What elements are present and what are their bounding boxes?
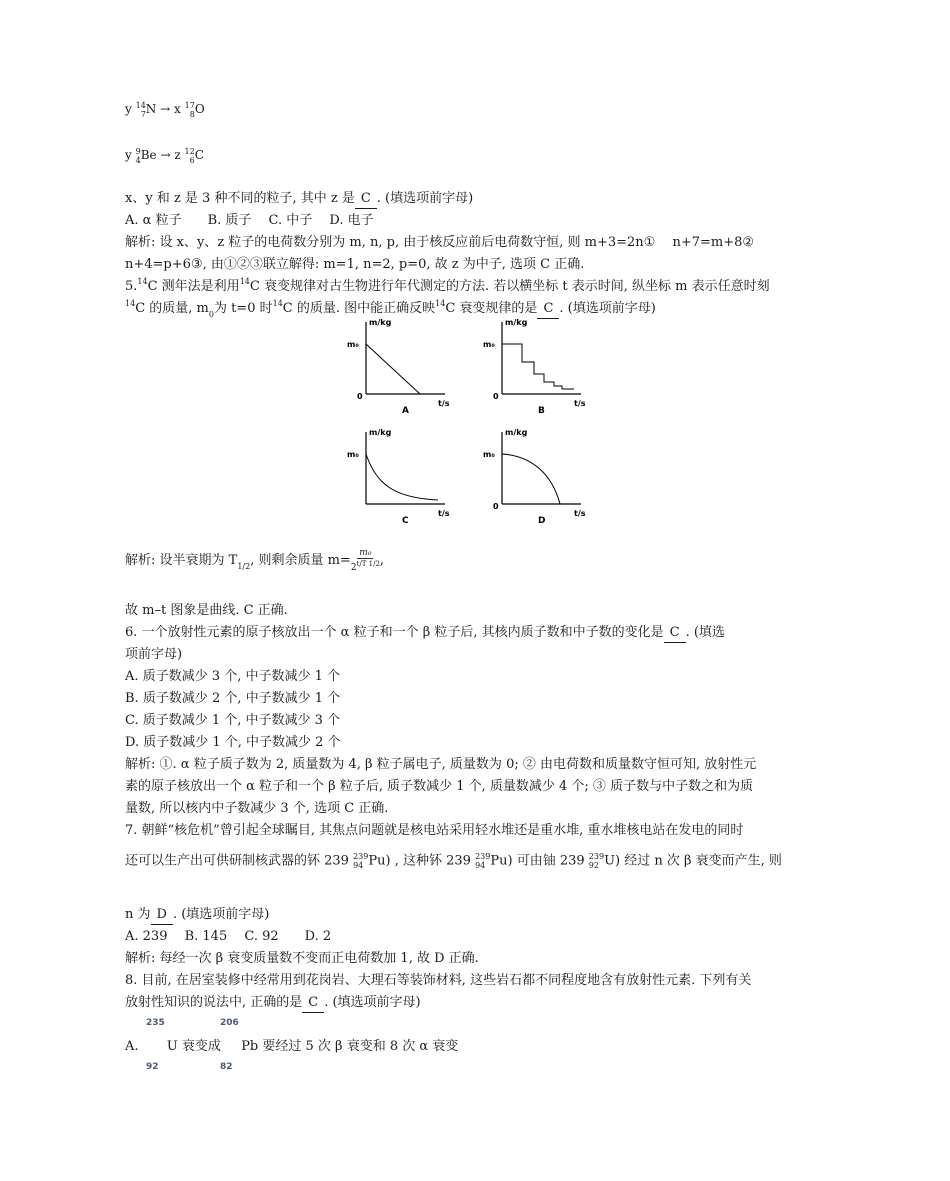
answer-blank: C xyxy=(302,994,324,1013)
question-text: n 为 xyxy=(125,907,151,922)
analysis-text: , 则剩余质量 m= xyxy=(250,553,351,568)
x-axis-label: t/s xyxy=(438,399,450,408)
q8-question-line1: 8. 目前, 在居室装修中经常用到花岗岩、大理石等装饰材料, 这些岩石都不同程度地含有放射性元素. 下列有关 xyxy=(125,973,752,988)
decay-fraction xyxy=(351,548,380,573)
question-text: x、y 和 z 是 3 种不同的粒子, 其中 z 是 xyxy=(125,191,355,206)
nuclide-o17 xyxy=(185,101,195,119)
answer-blank: C xyxy=(664,624,686,643)
exponent-top: t xyxy=(356,560,360,568)
y0-label: m₀ xyxy=(347,450,359,459)
q6-option-d: D. 质子数减少 1 个, 中子数减少 2 个 xyxy=(125,735,341,750)
superscript: 14 xyxy=(239,277,250,286)
q5-analysis xyxy=(125,548,384,573)
q4-analysis-2: n+4=p+6③, 由①②③联立解得: m=1, n=2, p=0, 故 z 为中子, 选项 C 正确. xyxy=(125,257,585,272)
particle-z: z xyxy=(174,148,181,162)
question-text: C 的质量, m xyxy=(135,301,209,316)
origin-label: 0 xyxy=(357,392,363,401)
mass-number: 17 xyxy=(184,100,195,110)
graph-c-svg xyxy=(342,426,452,526)
nuclide-c12 xyxy=(185,147,195,165)
particle-y: y xyxy=(125,148,132,162)
q5-conclusion: 故 m–t 图象是曲线. C 正确. xyxy=(125,603,288,618)
superscript: 14 xyxy=(137,277,148,286)
analysis-text: 解析: 设半衰期为 T xyxy=(125,553,238,568)
element-symbol: C xyxy=(194,148,204,162)
isotope-pu239-b xyxy=(475,852,490,870)
q6-question xyxy=(125,624,725,643)
origin-label: 0 xyxy=(493,502,499,511)
element-symbol: O xyxy=(194,102,205,116)
q8-option-a xyxy=(125,1038,458,1056)
question-text: 为 t=0 时 xyxy=(213,301,273,316)
mass-number: 14 xyxy=(135,100,146,110)
q4-question xyxy=(125,190,473,209)
atomic-number: 8 xyxy=(189,109,195,119)
q7-analysis: 解析: 每经一次 β 衰变质量数不变而正电荷数加 1, 故 D 正确. xyxy=(125,951,479,966)
q6-analysis-2: 素的原子核放出一个 α 粒子和一个 β 粒子后, 质子数减少 1 个, 质量数减少 4 个; ③ 质子数与中子数之和为质 xyxy=(125,779,754,794)
reaction-arrow: → xyxy=(160,102,171,116)
atomic-number: 94 xyxy=(475,861,486,870)
particle-x: x xyxy=(174,102,181,116)
graph-d-svg xyxy=(478,426,588,526)
graph-b xyxy=(478,316,588,416)
answer-blank: D xyxy=(151,906,173,925)
u235-mass-number: 235 xyxy=(146,1018,165,1028)
q6-option-a: A. 质子数减少 3 个, 中子数减少 1 个 xyxy=(125,669,340,684)
y-axis-label: m/kg xyxy=(369,318,392,327)
isotope-u239 xyxy=(589,852,604,870)
reaction-2 xyxy=(125,146,204,165)
exponent-bottom: T 1/2 xyxy=(361,560,380,568)
superscript: 14 xyxy=(435,299,446,308)
option-label: A. xyxy=(125,1039,139,1054)
option-text: Pb 要经过 5 次 β 衰变和 8 次 α 衰变 xyxy=(241,1039,459,1054)
reaction-1 xyxy=(125,100,205,119)
analysis-text: , xyxy=(379,553,385,568)
q6-analysis-1: 解析: ①. α 粒子质子数为 2, 质量数为 4, β 粒子属电子, 质量数为 0; ② 由电荷数和质量数守恒可知, 放射性元 xyxy=(125,757,757,772)
question-suffix: . (填选项前字母) xyxy=(376,191,474,206)
element-symbol: N xyxy=(145,102,157,116)
graph-c xyxy=(342,426,452,526)
graph-a xyxy=(342,316,452,416)
q7-question-line1: 7. 朝鲜“核危机”曾引起全球瞩目, 其焦点问题就是核电站采用轻水堆还是重水堆, 重水堆核电站在发电的同时 xyxy=(125,823,744,838)
element-symbol: Pu) xyxy=(490,853,513,869)
mass-number: 9 xyxy=(135,146,141,156)
question-text: 可由铀 239 xyxy=(516,853,585,869)
particle-y: y xyxy=(125,102,132,116)
q4-options: A. α 粒子 B. 质子 C. 中子 D. 电子 xyxy=(125,213,374,228)
y0-label: m₀ xyxy=(483,450,495,459)
graph-label: D xyxy=(538,516,546,526)
question-text: C 测年法是利用 xyxy=(147,279,240,294)
question-text: 还可以生产出可供研制核武器的钚 239 xyxy=(125,853,349,869)
denominator-base: 2 xyxy=(350,563,357,573)
question-number: 5. xyxy=(125,279,138,294)
mass-number: 239 xyxy=(353,852,369,861)
y-axis-label: m/kg xyxy=(369,428,392,437)
q6-question-line2: 项前字母) xyxy=(125,647,183,662)
q7-question-line2 xyxy=(125,852,782,871)
atomic-number: 7 xyxy=(140,109,146,119)
y-axis-label: m/kg xyxy=(505,428,528,437)
u235-atomic-number: 92 xyxy=(146,1062,159,1072)
y0-label: m₀ xyxy=(483,340,495,349)
subscript: 1/2 xyxy=(237,562,251,571)
element-symbol: Pu) xyxy=(368,853,391,869)
q8-question-line2 xyxy=(125,994,421,1013)
graph-a-svg xyxy=(342,316,452,416)
graph-b-svg xyxy=(478,316,588,416)
mass-number: 12 xyxy=(184,146,195,156)
x-axis-label: t/s xyxy=(438,509,450,518)
q7-options: A. 239 B. 145 C. 92 D. 2 xyxy=(125,929,332,944)
question-text: C 衰变规律的是 xyxy=(445,301,538,316)
element-symbol: Be xyxy=(140,148,157,162)
option-text: U 衰变成 xyxy=(166,1039,221,1054)
q5-question-line1 xyxy=(125,278,770,297)
subscript: 0 xyxy=(208,310,214,319)
question-suffix: . (填选项前字母) xyxy=(172,907,270,922)
isotope-pu239 xyxy=(353,852,368,870)
pb206-mass-number: 206 xyxy=(220,1018,239,1028)
nuclide-n14 xyxy=(136,101,146,119)
mass-number: 239 xyxy=(475,852,491,861)
reaction-arrow: → xyxy=(160,148,171,162)
question-suffix: . (填选项前字母) xyxy=(324,995,421,1010)
q4-analysis-1: 解析: 设 x、y、z 粒子的电荷数分别为 m, n, p, 由于核反应前后电荷数守恒, 则 m+3=2n① n+7=m+8② xyxy=(125,235,755,250)
mass-number: 239 xyxy=(588,852,605,861)
atomic-number: 6 xyxy=(189,155,195,165)
question-text: , 这种钚 239 xyxy=(394,853,471,869)
atomic-number: 4 xyxy=(135,155,141,165)
y0-label: m₀ xyxy=(347,340,359,349)
graph-label: A xyxy=(402,406,409,416)
question-text: 放射性知识的说法中, 正确的是 xyxy=(125,995,303,1010)
question-suffix: . (填选 xyxy=(685,625,725,640)
question-suffix: . (填选项前字母) xyxy=(559,301,656,316)
q6-analysis-3: 量数, 所以核内中子数减少 3 个, 选项 C 正确. xyxy=(125,801,389,816)
origin-label: 0 xyxy=(493,392,499,401)
q7-question-line3 xyxy=(125,906,269,925)
question-text: 经过 n 次 β 衰变而产生, 则 xyxy=(624,853,782,869)
graph-label: B xyxy=(538,406,545,416)
fraction-denominator: $2^{t/T 1/2}$ xyxy=(350,560,380,573)
answer-blank: C xyxy=(537,300,559,319)
pb206-atomic-number: 82 xyxy=(220,1062,233,1072)
atomic-number: 92 xyxy=(588,861,599,870)
fraction-numerator: m₀ xyxy=(359,548,372,558)
superscript: 14 xyxy=(125,299,136,308)
question-text: C 衰变规律对古生物进行年代测定的方法. 若以横坐标 t 表示时间, 纵坐标 m 表示任意时刻 xyxy=(249,279,770,294)
atomic-number: 94 xyxy=(353,861,364,870)
graph-label: C xyxy=(402,516,409,526)
y-axis-label: m/kg xyxy=(505,318,528,327)
x-axis-label: t/s xyxy=(574,399,586,408)
graph-d xyxy=(478,426,588,526)
q6-option-b: B. 质子数减少 2 个, 中子数减少 1 个 xyxy=(125,691,341,706)
question-text: C 的质量. 图中能正确反映 xyxy=(282,301,436,316)
q6-option-c: C. 质子数减少 1 个, 中子数减少 3 个 xyxy=(125,713,341,728)
answer-blank: C xyxy=(355,190,377,209)
x-axis-label: t/s xyxy=(574,509,586,518)
question-text: 6. 一个放射性元素的原子核放出一个 α 粒子和一个 β 粒子后, 其核内质子数和中子数的变化是 xyxy=(125,625,664,640)
superscript: 14 xyxy=(272,299,283,308)
element-symbol: U) xyxy=(604,853,621,869)
